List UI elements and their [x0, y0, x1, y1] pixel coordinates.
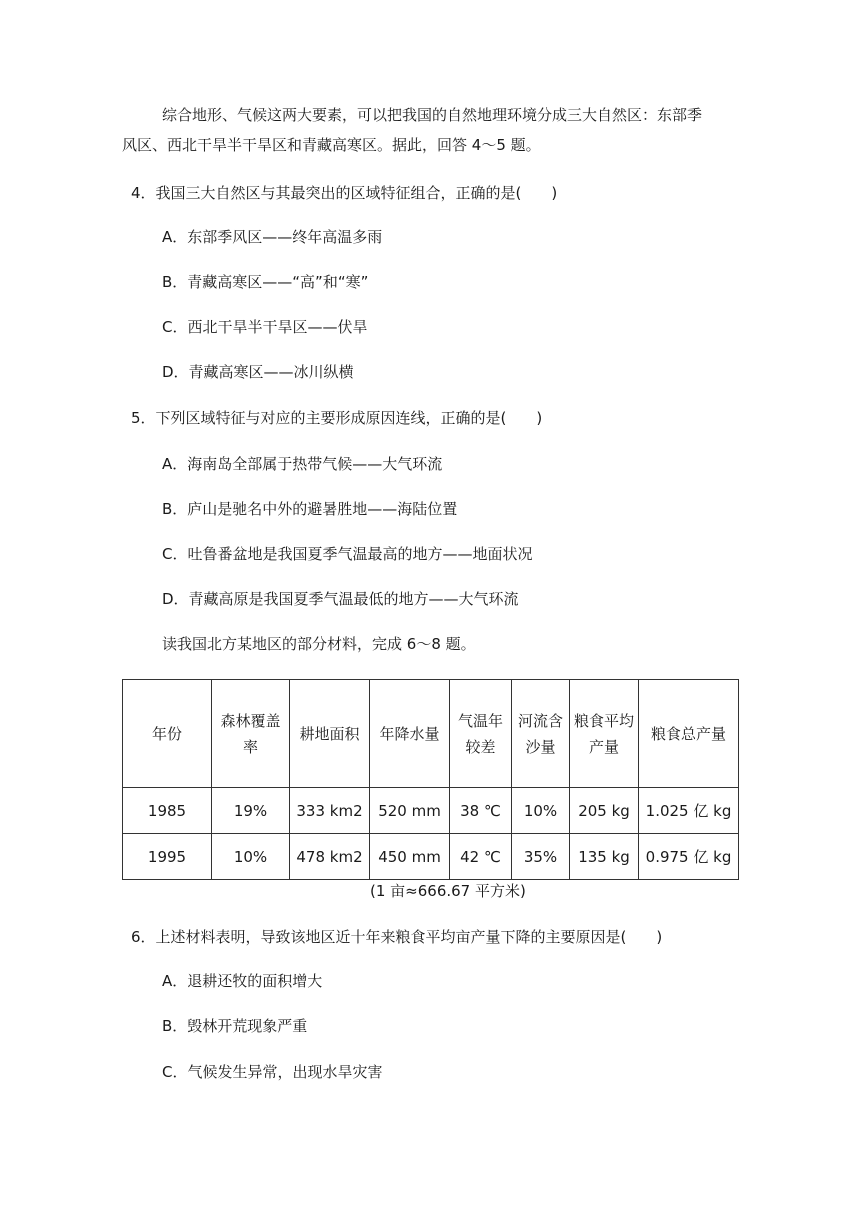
- table-header-row: [123, 680, 739, 788]
- table-header-cell: 粮食总产量: [639, 680, 739, 788]
- question-4-option-c: C．西北干旱半干旱区——伏旱: [162, 318, 368, 336]
- table-cell: 10%: [512, 788, 570, 834]
- question-4-option-d: D．青藏高寒区——冰川纵横: [162, 363, 354, 381]
- question-4-option-b: B．青藏高寒区——“高”和“寒”: [162, 273, 369, 291]
- table-cell: 0.975 亿 kg: [639, 834, 739, 880]
- question-4-stem: 4．我国三大自然区与其最突出的区域特征组合，正确的是( ): [131, 184, 558, 202]
- intro-6-8: 读我国北方某地区的部分材料，完成 6～8 题。: [162, 635, 476, 653]
- table-cell: 1995: [123, 834, 212, 880]
- table-header-cell: 耕地面积: [290, 680, 370, 788]
- table-cell: 19%: [212, 788, 290, 834]
- intro-line-1: 综合地形、气候这两大要素，可以把我国的自然地理环境分成三大自然区：东部季: [162, 106, 703, 124]
- question-5-option-b: B．庐山是驰名中外的避暑胜地——海陆位置: [162, 500, 458, 518]
- table-header-cell: 森林覆盖率: [212, 680, 290, 788]
- table-header-cell: 河流含沙量: [512, 680, 570, 788]
- question-5-stem: 5．下列区域特征与对应的主要形成原因连线，正确的是( ): [131, 409, 543, 427]
- table-cell: 520 mm: [370, 788, 450, 834]
- table-row: [123, 834, 739, 880]
- table-header-cell: 粮食平均产量: [570, 680, 639, 788]
- table-cell: 10%: [212, 834, 290, 880]
- table-cell: 1.025 亿 kg: [639, 788, 739, 834]
- intro-line-2: 风区、西北干旱半干旱区和青藏高寒区。据此，回答 4～5 题。: [122, 136, 541, 154]
- table-cell: 333 km2: [290, 788, 370, 834]
- table-cell: 35%: [512, 834, 570, 880]
- table-cell: 1985: [123, 788, 212, 834]
- table-header-cell: 年降水量: [370, 680, 450, 788]
- table-header-cell: 年份: [123, 680, 212, 788]
- question-6-stem: 6．上述材料表明，导致该地区近十年来粮食平均亩产量下降的主要原因是( ): [131, 928, 663, 946]
- table-cell: 205 kg: [570, 788, 639, 834]
- question-5-option-c: C．吐鲁番盆地是我国夏季气温最高的地方——地面状况: [162, 545, 533, 563]
- table-cell: 42 ℃: [450, 834, 512, 880]
- table-cell: 450 mm: [370, 834, 450, 880]
- table-cell: 135 kg: [570, 834, 639, 880]
- table-cell: 478 km2: [290, 834, 370, 880]
- question-6-option-b: B．毁林开荒现象严重: [162, 1017, 308, 1035]
- table-cell: 38 ℃: [450, 788, 512, 834]
- question-4-option-a: A．东部季风区——终年高温多雨: [162, 228, 383, 246]
- question-6-option-a: A．退耕还牧的面积增大: [162, 972, 323, 990]
- table-note: (1 亩≈666.67 平方米): [370, 882, 526, 900]
- question-5-option-a: A．海南岛全部属于热带气候——大气环流: [162, 455, 443, 473]
- question-5-option-d: D．青藏高原是我国夏季气温最低的地方——大气环流: [162, 590, 519, 608]
- data-table: [122, 679, 739, 880]
- table-header-cell: 气温年较差: [450, 680, 512, 788]
- table-row: [123, 788, 739, 834]
- question-6-option-c: C．气候发生异常，出现水旱灾害: [162, 1063, 383, 1081]
